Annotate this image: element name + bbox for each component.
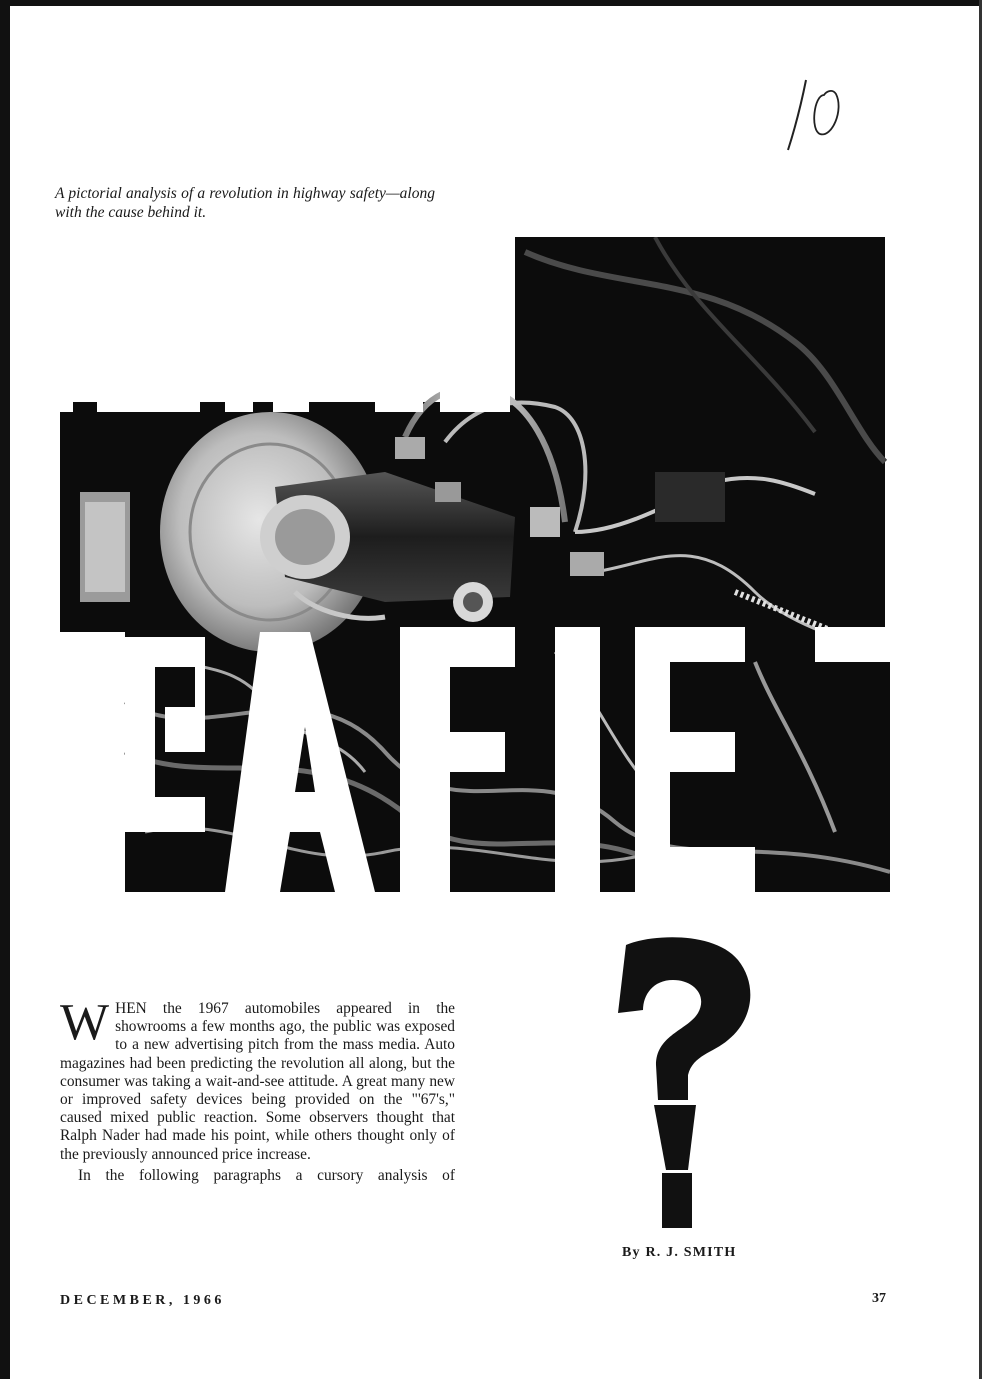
question-mark-graphic	[618, 935, 758, 1230]
scan-border-top	[0, 0, 982, 6]
article-body	[60, 994, 455, 1185]
scan-border-left	[0, 0, 10, 1379]
footer-issue-date: DECEMBER, 1966	[60, 1293, 225, 1308]
article-paragraph-1	[60, 994, 455, 1164]
article-paragraph-2: In the following paragraphs a cursory analysis of	[78, 1166, 455, 1184]
title-letters-is-it	[55, 237, 510, 412]
handwritten-annotation	[784, 70, 854, 155]
paragraph-1-text: HEN the 1967 automobiles appeared in the showrooms a few months ago, the public was exposed to a new advertising pitch from the mass media. Auto magazines had been predicting the revolution all along, but the consumer was taking a wait-and-see attitude. A great many new or improved safety devices being provided on the "'67's," caused mixed public reaction. Some observers thought that Ralph Nader had made his point, while others thought only of the previously announced price increase.	[60, 1000, 455, 1163]
drop-cap: W	[60, 994, 110, 1051]
article-subtitle: A pictorial analysis of a revolution in highway safety—along with the cause behind it.	[55, 185, 435, 221]
title-photo-art	[55, 232, 895, 900]
footer-page-number: 37	[872, 1291, 886, 1306]
author-byline: By R. J. SMITH	[622, 1245, 737, 1260]
